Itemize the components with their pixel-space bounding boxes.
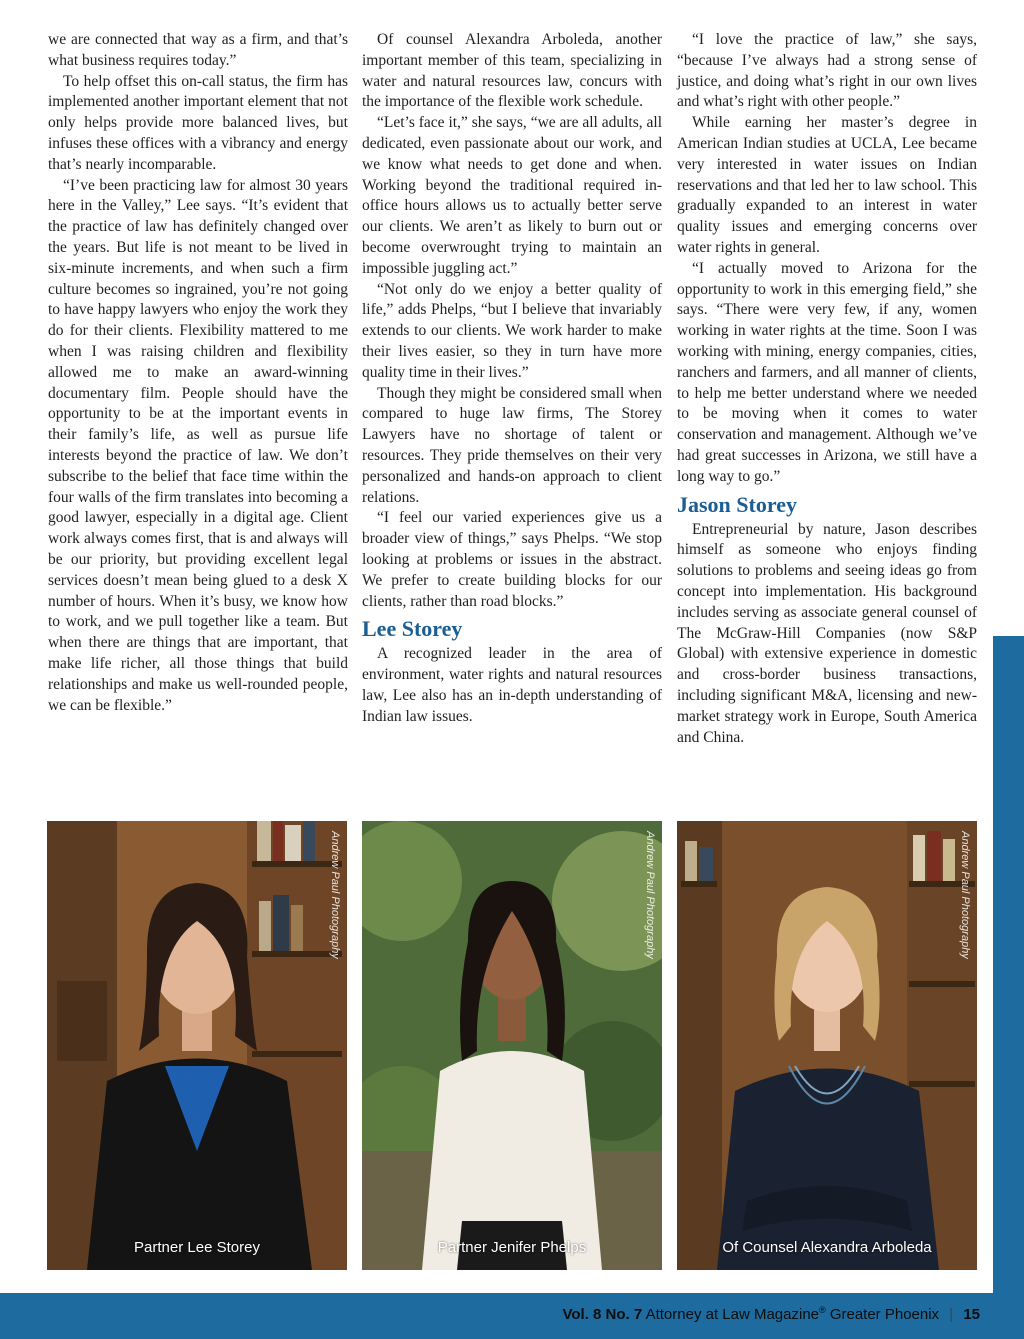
photo-caption: Of Counsel Alexandra Arboleda xyxy=(722,1239,932,1256)
paragraph: “Not only do we enjoy a better quality of life,” adds Phelps, “but I believe that invariably extends to our clients. We work harder to make their lives easier, so they in turn have more quality time in their lives.” xyxy=(362,280,662,381)
photo-credit: Andrew Paul Photography xyxy=(644,831,656,959)
photo-alexandra-arboleda xyxy=(677,821,977,1270)
section-heading-jason-storey: Jason Storey xyxy=(677,491,797,517)
footer-separator: | xyxy=(949,1306,954,1323)
paragraph: A recognized leader in the area of environment, water rights and natural resources law, Lee also has an in-depth understanding of Indian law issues. xyxy=(362,645,662,725)
photo-lee-storey xyxy=(47,821,347,1270)
footer-folio xyxy=(562,1305,980,1323)
article-column-1 xyxy=(48,30,348,716)
portrait-illustration xyxy=(677,821,977,1270)
article-column-3 xyxy=(677,30,977,748)
paragraph: To help offset this on-call status, the firm has implemented another important element that not only helps provide more balanced lives, but infuses these offices with a vibrancy and energy that’s nearly incomparable. xyxy=(48,72,348,173)
registered-mark: ® xyxy=(819,1305,826,1315)
photo-caption: Partner Lee Storey xyxy=(134,1239,260,1256)
paragraph: Of counsel Alexandra Arboleda, another important member of this team, specializing in water and natural resources law, concurs with the importance of the flexible work schedule. xyxy=(362,31,662,111)
footer-edition: Greater Phoenix xyxy=(829,1306,940,1323)
paragraph: Entrepreneurial by nature, Jason describes himself as someone who enjoys finding solutions to problems and seeing ideas go from concept into implementation. His background includes serving as associate general counsel of The McGraw-Hill Companies (now S&P Global) with extensive experience in domestic and cross-border business transactions, including significant M&A, licensing and new-market strategy work in Europe, South America and China. xyxy=(677,520,977,746)
footer-magazine: Attorney at Law Magazine xyxy=(645,1306,820,1323)
paragraph: we are connected that way as a firm, and that’s what business requires today.” xyxy=(48,31,348,69)
portrait-illustration xyxy=(47,821,347,1270)
photo-jenifer-phelps xyxy=(362,821,662,1270)
footer-volume: Vol. 8 No. 7 xyxy=(562,1306,643,1323)
paragraph: “I feel our varied experiences give us a broader view of things,” says Phelps. “We stop looking at problems or issues in the abstract. We prefer to create building blocks for our clients, rather than road blocks.” xyxy=(362,509,662,610)
paragraph: “I’ve been practicing law for almost 30 years here in the Valley,” Lee says. “It’s evident that the practice of law has definitely changed over the years. But life is not meant to be lived in six-minute increments, and when such a firm culture becomes so ingrained, you’re not going to have happy lawyers who enjoy the work they do for their clients. Flexibility mattered to me when I was raising children and flexibility allowed me to make an award-winning documentary film. People should have the opportunity to be at the important events in their family’s life, as well as pursue life interests beyond the practice of law. We don’t subscribe to the belief that face time within the four walls of the firm translates into becoming a good lawyer, especially in a digital age. Client work always comes first, that is and always will be our priority, but providing excellent legal services doesn’t mean being glued to a desk X number of hours. When it’s busy, we know how to work, and we pull together like a team. But when there are things that are important, that make life richer, all those things that build relationships and make us well-rounded people, we can be flexible.” xyxy=(48,176,348,714)
photo-credit: Andrew Paul Photography xyxy=(329,831,341,959)
page-number: 15 xyxy=(963,1306,980,1323)
paragraph: “I actually moved to Arizona for the opportunity to work in this emerging field,” she says. “There were very few, if any, women working in water rights at the time. Soon I was working with mining, energy companies, cities, ranchers and farmers, and all manner of clients, to help me better understand where we needed to be moving when it comes to water conservation and management. Although we’ve had great successes in Arizona, we still have a long way to go.” xyxy=(677,259,977,485)
portrait-illustration xyxy=(362,821,662,1270)
paragraph: While earning her master’s degree in American Indian studies at UCLA, Lee became very interested in water issues on Indian reservations and that led her to law school. This gradually expanded to an interest in water quality issues and emerging concerns over water rights in general. xyxy=(677,114,977,256)
paragraph: “I love the practice of law,” she says, “because I’ve always had a strong sense of justice, and doing what’s right in our own lives and what’s right with other people.” xyxy=(677,31,977,111)
side-accent-bar xyxy=(993,636,1024,1339)
paragraph: Though they might be considered small when compared to huge law firms, The Storey Lawyers have no shortage of talent or resources. They pride themselves on their very personalized and hands-on approach to client relations. xyxy=(362,384,662,506)
photo-caption: Partner Jenifer Phelps xyxy=(437,1239,587,1256)
section-heading-lee-storey: Lee Storey xyxy=(362,616,463,642)
paragraph: “Let’s face it,” she says, “we are all adults, all dedicated, even passionate about our work, and we know what needs to get done and when. Working beyond the traditional required in-office hours allows us to actually better serve our clients. We aren’t as likely to burn out or become overwrought trying to maintain an impossible juggling act.” xyxy=(362,114,662,277)
photo-credit: Andrew Paul Photography xyxy=(959,831,971,959)
article-column-2 xyxy=(362,30,662,728)
